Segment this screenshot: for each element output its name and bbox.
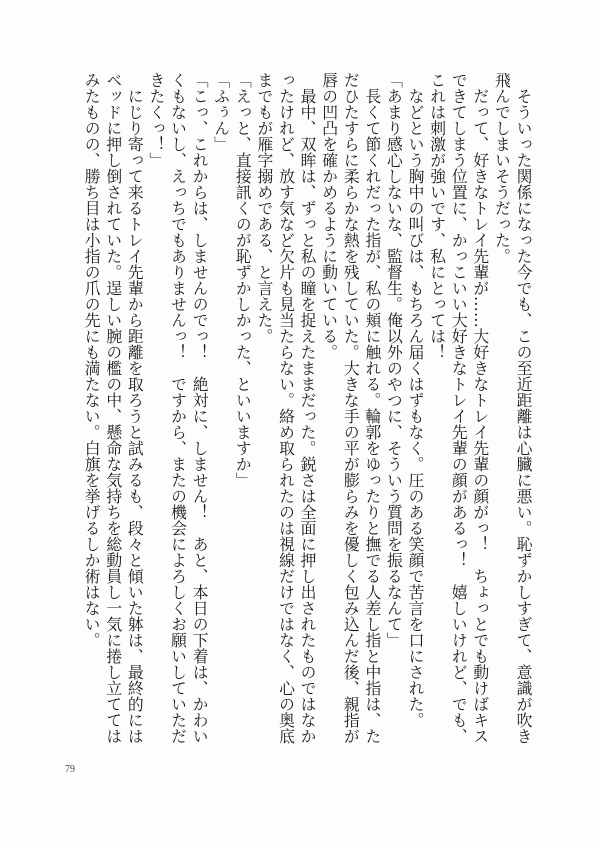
- dialogue-2: 「えっと、直接訊くのが恥ずかしかった、といいますか」: [233, 72, 253, 488]
- page-number: 79: [65, 764, 75, 775]
- paragraph-6: にじり寄って来るトレイ先輩から距離を取ろうと試みるも、段々と傾いた躰は、最終的にはベッドに押し倒されていた。逞しい腕の檻の中、懸命な気持ちを総動員し一気に捲し立ててはみたものの、勝ち目は小指の爪の先にも満たない。白旗を挙げるしか術はない。: [82, 72, 145, 744]
- paragraph-3: などという胸中の叫びは、もちろん届くはずもなく。圧のある笑顔で苦言を口にされた。: [406, 87, 426, 728]
- paragraph-4: 長くて節くれだった指が、私の頬に触れる。輪郭をゆったりと撫でる人差し指と中指は、ただひたすらに柔らかな熱を残していた。大きな手の平が膨らみを優しく包み込んだ後、親指が唇の凹凸を確かめるように動いている。: [319, 72, 382, 744]
- dialogue-3: 「ふぅん」: [211, 72, 231, 152]
- vertical-text-body: [81, 72, 534, 744]
- paragraph-1: そういった関係になった今でも、この至近距離は心臓に悪い。恥ずかしすぎて、意識が吹き飛んでしまいそうだった。: [492, 72, 533, 744]
- paragraph-5: 最中、双眸は、ずっと私の瞳を捉えたままだった。鋭さは全面に押し出されたものではなかったけれど、放す気など欠片も見当たらない。絡め取られたのは視線だけではなく、心の奥底までもが雁字搦めである、と言えた。: [254, 72, 318, 744]
- dialogue-1: 「あまり感心しないな、監督生。俺以外のやつに、そういう質問を振るなんて」: [384, 72, 404, 648]
- paragraph-2: だって、好きなトレイ先輩が……大好きなトレイ先輩の顔がっ！ ちょっとでも動けばキスできてしまう位置に、かっこいい大好きなトレイ先輩の顔があるっ！ 嬉しいけれど、でも、これは刺激が強いです、私にとっては！: [427, 72, 490, 744]
- dialogue-4: 「こっ、これからは、しませんのでっ！ 絶対に、しません！ あと、本日の下着は、かわいくもないし、えっちでもありませんっ！ ですから、またの機会によろしくお願いしていただきたくっ！」: [146, 72, 210, 744]
